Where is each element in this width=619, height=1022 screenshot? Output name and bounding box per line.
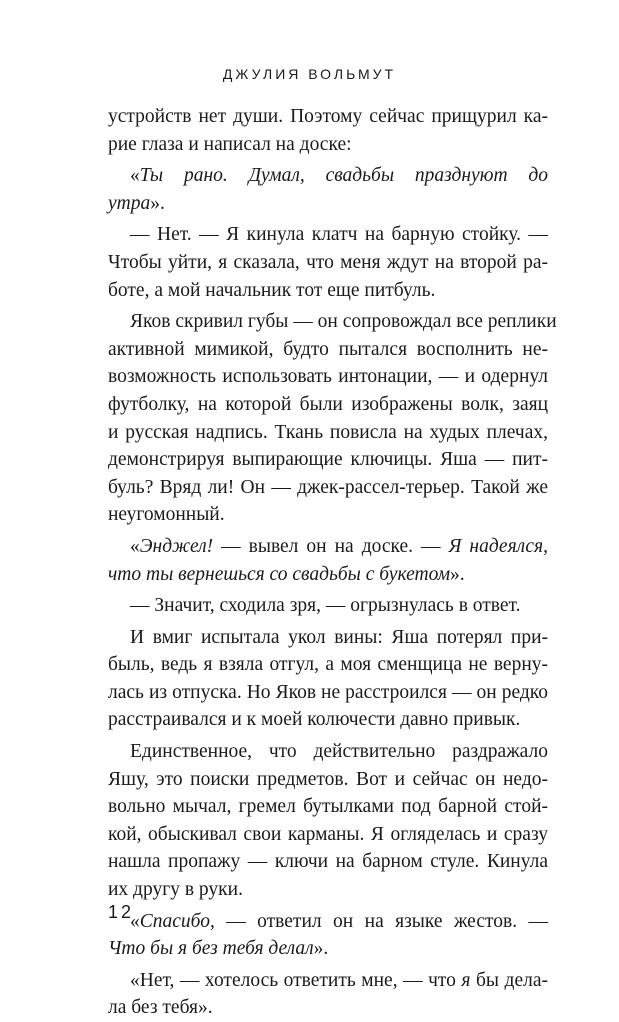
text-line [108, 419, 548, 447]
text-line [108, 533, 548, 561]
text-run: буль? Вряд ли! Он — джек-рассел-терьер. Такой же [108, 476, 548, 498]
text-line [108, 994, 548, 1022]
text-run: быль, ведь я взяла отгул, а моя сменщица не верну- [108, 654, 548, 676]
text-line [108, 935, 548, 963]
text-line [108, 131, 548, 159]
paragraph [108, 592, 548, 620]
text-line [108, 103, 548, 131]
italic-text: я [461, 969, 471, 991]
text-run: активной мимикой, будто пытался восполнить не- [108, 338, 548, 360]
text-line [108, 308, 557, 336]
text-run: боте, а мой начальник тот еще питбуль. [108, 279, 436, 301]
text-run: « [130, 165, 140, 187]
text-run: расстраивался и к моей колючести давно привык. [108, 709, 521, 731]
text-line [108, 249, 548, 277]
paragraph [108, 624, 548, 734]
text-line [108, 766, 548, 794]
text-line [108, 474, 548, 502]
text-run: «Нет, — хотелось ответить мне, — что [130, 969, 462, 991]
text-run: вольно мычал, гремел бутылками под барной стой- [108, 796, 548, 818]
paragraph [108, 533, 548, 588]
text-line [108, 162, 548, 190]
text-line [108, 738, 548, 766]
text-run: возможность использовать интонации, — и одернул [108, 366, 548, 388]
text-run: их другу в руки. [108, 879, 243, 901]
text-run: устройств нет души. Поэтому сейчас прищурил ка- [108, 106, 548, 127]
text-run: кой, обыскивал свои карманы. Я огляделась и сразу [108, 823, 548, 845]
italic-text: Спасибо, [139, 910, 215, 932]
text-line [108, 679, 548, 707]
text-run: рие глаза и написал на доске: [108, 133, 352, 155]
text-run: — ответил он на языке жестов. — [214, 910, 548, 932]
text-line [108, 793, 548, 821]
text-line [108, 190, 548, 218]
paragraph [108, 103, 548, 158]
italic-text: Что бы я без тебя делал [108, 938, 314, 960]
paragraph [108, 967, 548, 1022]
italic-text: Я надеялся, [448, 535, 548, 557]
paragraph [108, 308, 557, 529]
paragraph [108, 162, 548, 217]
body-text [108, 103, 557, 1022]
text-run: нашла пропажу — ключи на барном стуле. Кинула [108, 851, 548, 873]
text-line [108, 967, 548, 995]
italic-text: что ты вернешься со свадьбы с букетом [108, 563, 451, 585]
text-line [108, 363, 548, 391]
running-header: ДЖУЛИЯ ВОЛЬМУТ [222, 66, 397, 82]
text-run: — Нет. — Я кинула клатч на барную стойку. — [130, 224, 548, 246]
text-run: демонстрируя выпирающие ключицы. Яша — пит- [108, 449, 548, 471]
text-run: ». [450, 563, 465, 585]
text-run: — вывел он на доске. — [213, 535, 449, 557]
page-number: 12 [108, 902, 135, 922]
text-line [108, 501, 548, 529]
italic-text: утра [108, 192, 151, 214]
italic-text: Ты рано. Думал, свадьбы празднуют до [139, 165, 548, 187]
paragraph [108, 221, 548, 304]
text-line [108, 561, 548, 589]
text-line [108, 848, 548, 876]
italic-text: Энджел! [139, 535, 214, 557]
text-line [108, 876, 548, 904]
text-run: И вмиг испытала укол вины: Яша потерял при- [130, 626, 548, 648]
text-line [108, 651, 548, 679]
text-run: « [130, 535, 140, 557]
text-run: лась из отпуска. Но Яков не расстроился — он редко [108, 681, 548, 703]
text-line [108, 908, 548, 936]
text-run: ». [313, 938, 329, 960]
text-run: бы дела- [470, 969, 548, 991]
paragraph [108, 738, 548, 904]
text-line [108, 706, 548, 734]
text-run: « [130, 910, 140, 932]
text-line [108, 277, 548, 305]
text-run: ла без тебя». [108, 997, 213, 1019]
text-run: футболку, на которой были изображены волк, заяц [108, 393, 548, 415]
text-line [108, 391, 548, 419]
text-line [108, 624, 548, 652]
text-line [108, 821, 548, 849]
text-line [108, 221, 548, 249]
text-run: Яшу, это поиски предметов. Вот и сейчас он недо- [108, 768, 548, 790]
text-run: Яков скривил губы — он сопровождал все реплики [130, 311, 557, 333]
text-run: неугомонный. [108, 504, 225, 526]
text-line [108, 446, 548, 474]
text-run: и русская надпись. Ткань повисла на худых плечах, [108, 421, 548, 443]
text-run: Единственное, что действительно раздражало [130, 741, 548, 763]
text-run: ». [150, 192, 165, 214]
paragraph [108, 908, 548, 963]
text-run: — Значит, сходила зря, — огрызнулась в ответ. [130, 595, 521, 617]
text-line [108, 336, 548, 364]
text-run: Чтобы уйти, я сказала, что меня ждут на второй ра- [108, 251, 548, 273]
text-line [108, 592, 548, 620]
